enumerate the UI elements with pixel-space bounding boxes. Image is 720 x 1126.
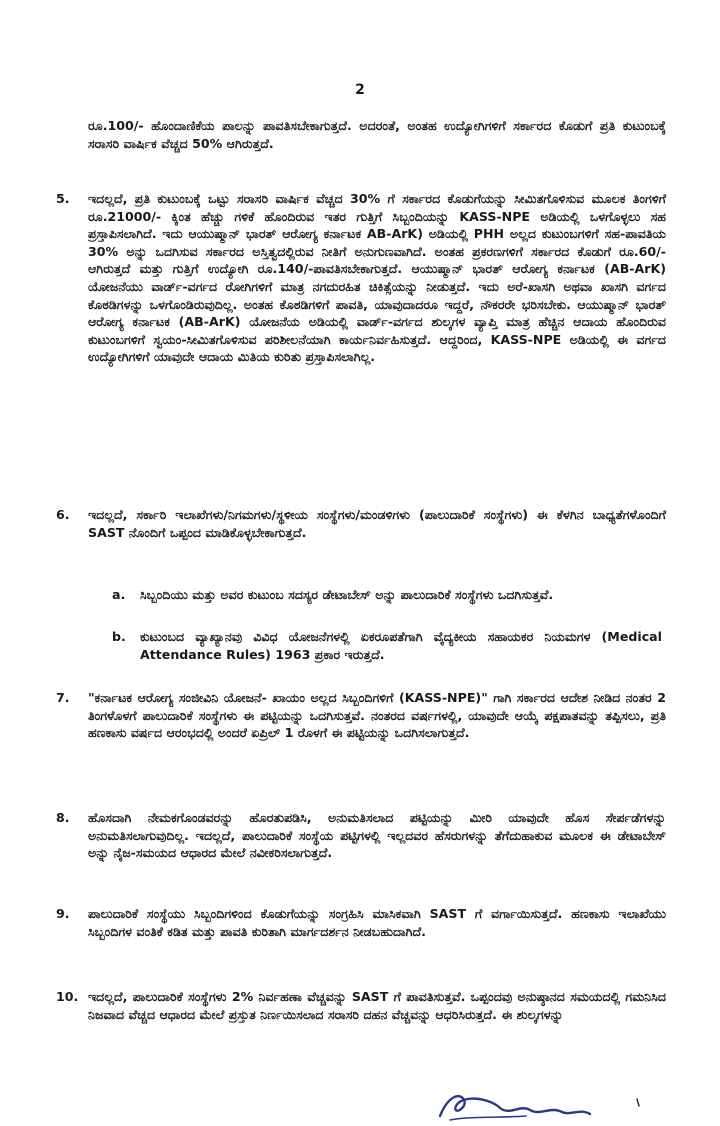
item-number: 7. [56, 690, 70, 705]
item-text: ಪಾಲುದಾರಿಕೆ ಸಂಸ್ಥೆಯು ಸಿಬ್ಬಂದಿಗಳಿಂದ ಕೊಡುಗೆಯನ್ನು ಸಂಗ್ರಹಿಸಿ ಮಾಸಿಕವಾಗಿ SAST ಗೆ ವರ್ಗಾಯಿಸುತ್ತದೆ. ಹಣಕಾಸು ಇಲಾಖೆಯು ಸಿಬ್ಬಂದಿಗಳ ವಂತಿಕೆ ಕಡಿತ ಮತ್ತು ಪಾವತಿ ಕುರಿತಾಗಿ ಮಾರ್ಗದರ್ಶನ ನೀಡಬಹುದಾಗಿದೆ. [88, 906, 666, 939]
list-item-5 [56, 190, 666, 366]
item-text: ಹೊಸದಾಗಿ ನೇಮಕಗೊಂಡವರನ್ನು ಹೊರತುಪಡಿಸಿ, ಅನುಮತಿಸಲಾದ ಪಟ್ಟಿಯನ್ನು ಮೀರಿ ಯಾವುದೇ ಹೊಸ ಸೇರ್ಪಡೆಗಳನ್ನು ಅನುಮತಿಸಲಾಗುವುದಿಲ್ಲ. ಇದಲ್ಲದೆ, ಪಾಲುದಾರಿಕೆ ಸಂಸ್ಥೆಯ ಪಟ್ಟಿಗಳಲ್ಲಿ ಇಲ್ಲದವರ ಹೆಸರುಗಳನ್ನು ತೆಗೆದುಹಾಕುವ ಮೂಲಕ ಈ ಡೇಟಾಬೇಸ್ ಅನ್ನು ನೈಜ-ಸಮಯದ ಆಧಾರದ ಮೇಲೆ ನವೀಕರಿಸಲಾಗುತ್ತದೆ. [88, 810, 666, 861]
list-item-8 [56, 809, 666, 862]
page-number: 2 [355, 82, 365, 98]
paragraph-continuation: ರೂ.100/- ಹೊಂದಾಣಿಕೆಯ ಪಾಲನ್ನು ಪಾವತಿಸಬೇಕಾಗುತ್ತದೆ. ಅದರಂತೆ, ಅಂತಹ ಉದ್ಯೋಗಿಗಳಿಗೆ ಸರ್ಕಾರದ ಕೊಡುಗೆ ಪ್ರತಿ ಕುಟುಂಬಕ್ಕೆ ಸರಾಸರಿ ವಾರ್ಷಿಕ ವೆಚ್ಚದ 50% ಆಗಿರುತ್ತದೆ. [88, 118, 666, 151]
list-item-6 [56, 506, 666, 541]
item-text: "ಕರ್ನಾಟಕ ಆರೋಗ್ಯ ಸಂಜೀವಿನಿ ಯೋಜನೆ- ಖಾಯಂ ಅಲ್ಲದ ಸಿಬ್ಬಂದಿಗಳಿಗೆ (KASS-NPE)" ಗಾಗಿ ಸರ್ಕಾರದ ಆದೇಶ ನೀಡಿದ ನಂತರ 2 ತಿಂಗಳೊಳಗೆ ಪಾಲುದಾರಿಕೆ ಸಂಸ್ಥೆಗಳು ಈ ಪಟ್ಟಿಯನ್ನು ಒದಗಿಸುತ್ತವೆ. ನಂತರದ ವರ್ಷಗಳಲ್ಲಿ, ಯಾವುದೇ ಆಯ್ಕೆ ಪಕ್ಷಪಾತವನ್ನು ತಪ್ಪಿಸಲು, ಪ್ರತಿ ಹಣಕಾಸು ವರ್ಷದ ಆರಂಭದಲ್ಲಿ ಅಂದರೆ ಏಪ್ರಿಲ್ 1 ರೊಳಗೆ ಈ ಪಟ್ಟಿಯನ್ನು ಒದಗಿಸಲಾಗುತ್ತದೆ. [88, 690, 666, 741]
list-item-10 [56, 988, 666, 1023]
sub-item-text: ಸಿಬ್ಬಂದಿಯು ಮತ್ತು ಅವರ ಕುಟುಂಬ ಸದಸ್ಯರ ಡೇಟಾಬೇಸ್ ಅನ್ನು ಪಾಲುದಾರಿಕೆ ಸಂಸ್ಥೆಗಳು ಒದಗಿಸುತ್ತವೆ. [140, 587, 554, 602]
item-text: ಇದಲ್ಲದೆ, ಸರ್ಕಾರಿ ಇಲಾಖೆಗಳು/ನಿಗಮಗಳು/ಸ್ಥಳೀಯ ಸಂಸ್ಥೆಗಳು/ಮಂಡಳಿಗಳು (ಪಾಲುದಾರಿಕೆ ಸಂಸ್ಥೆಗಳು) ಈ ಕೆಳಗಿನ ಬಾಧ್ಯತೆಗಳೊಂದಿಗೆ SAST ನೊಂದಿಗೆ ಒಪ್ಪಂದ ಮಾಡಿಕೊಳ್ಳಬೇಕಾಗುತ್ತದೆ. [88, 507, 666, 540]
list-item-9 [56, 905, 666, 940]
item-number: 10. [56, 989, 79, 1004]
sub-item-text: ಕುಟುಂಬದ ವ್ಯಾಖ್ಯಾನವು ವಿವಿಧ ಯೋಜನೆಗಳಲ್ಲಿ ಏಕರೂಪತೆಗಾಗಿ ವೈದ್ಯಕೀಯ ಸಹಾಯಕರ ನಿಯಮಗಳ (Medical Attendance Rules) 1963 ಪ್ರಕಾರ ಇರುತ್ತದೆ. [140, 629, 662, 662]
tick-mark [634, 1098, 644, 1108]
item-number: 9. [56, 906, 70, 921]
sub-item-letter: a. [112, 587, 126, 602]
sub-item-letter: b. [112, 629, 126, 644]
list-item-7 [56, 689, 666, 742]
item-text: ಇದಲ್ಲದೆ, ಪ್ರತಿ ಕುಟುಂಬಕ್ಕೆ ಒಟ್ಟು ಸರಾಸರಿ ವಾರ್ಷಿಕ ವೆಚ್ಚದ 30% ಗೆ ಸರ್ಕಾರದ ಕೊಡುಗೆಯನ್ನು ಸೀಮಿತಗೊಳಿಸುವ ಮೂಲಕ ತಿಂಗಳಿಗೆ ರೂ.21000/- ಕ್ಕಿಂತ ಹೆಚ್ಚು ಗಳಿಕೆ ಹೊಂದಿರುವ ಇತರ ಗುತ್ತಿಗೆ ಸಿಬ್ಬಂದಿಯನ್ನು KASS-NPE ಅಡಿಯಲ್ಲಿ ಒಳಗೊಳ್ಳಲು ಸಹ ಪ್ರಸ್ತಾಪಿಸಲಾಗಿದೆ. ಇದು ಆಯುಷ್ಮಾನ್ ಭಾರತ್ ಆರೋಗ್ಯ ಕರ್ನಾಟಕ AB-ArK) ಅಡಿಯಲ್ಲಿ PHH ಅಲ್ಲದ ಕುಟುಂಬಗಳಿಗೆ ಸಹ-ಪಾವತಿಯ 30% ಅನ್ನು ಒದಗಿಸುವ ಸರ್ಕಾರದ ಅಸ್ತಿತ್ವದಲ್ಲಿರುವ ನೀತಿಗೆ ಅನುಗುಣವಾಗಿದೆ. ಅಂತಹ ಪ್ರಕರಣಗಳಿಗೆ ಸರ್ಕಾರದ ಕೊಡುಗೆ ರೂ.60/- ಆಗಿರುತ್ತದೆ ಮತ್ತು ಗುತ್ತಿಗೆ ಉದ್ಯೋಗಿ ರೂ.140/-ಪಾವತಿಸಬೇಕಾಗುತ್ತದೆ. ಆಯುಷ್ಮಾನ್ ಭಾರತ್ ಆರೋಗ್ಯ ಕರ್ನಾಟಕ (AB-ArK) ಯೋಜನೆಯು ವಾರ್ಡ್-ವರ್ಗದ ರೋಗಿಗಳಿಗೆ ಮಾತ್ರ ನಗದುರಹಿತ ಚಿಕಿತ್ಸೆಯನ್ನು ನೀಡುತ್ತದೆ. ಇದು ಅರೆ-ಖಾಸಗಿ ಅಥವಾ ಖಾಸಗಿ ವರ್ಗದ ಕೊಠಡಿಗಳನ್ನು ಒಳಗೊಂಡಿರುವುದಿಲ್ಲ. ಅಂತಹ ಕೊಠಡಿಗಳಿಗೆ ಪಾವತಿ, ಯಾವುದಾದರೂ ಇದ್ದರೆ, ನೌಕರರೇ ಭರಿಸಬೇಕು. ಆಯುಷ್ಮಾನ್ ಭಾರತ್ ಆರೋಗ್ಯ ಕರ್ನಾಟಕ (AB-ArK) ಯೋಜನೆಯ ಅಡಿಯಲ್ಲಿ ವಾರ್ಡ್-ವರ್ಗದ ಶುಲ್ಕಗಳ ವ್ಯಾಪ್ತಿ ಮಾತ್ರ ಹೆಚ್ಚಿನ ಆದಾಯ ಹೊಂದಿರುವ ಕುಟುಂಬಗಳಿಗೆ ಸ್ವಯಂ-ಸೀಮಿತಗೊಳಿಸುವ ಪರಿಶೀಲನೆಯಾಗಿ ಕಾರ್ಯನಿರ್ವಹಿಸುತ್ತದೆ. ಆದ್ದರಿಂದ, KASS-NPE ಅಡಿಯಲ್ಲಿ ಈ ವರ್ಗದ ಉದ್ಯೋಗಿಗಳಿಗೆ ಯಾವುದೇ ಆದಾಯ ಮಿತಿಯ ಕುರಿತು ಪ್ರಸ್ತಾಪಿಸಲಾಗಿಲ್ಲ. [88, 191, 666, 365]
sub-item-a [112, 586, 662, 604]
item-number: 8. [56, 810, 70, 825]
signature-mark [430, 1086, 650, 1126]
item-number: 6. [56, 507, 70, 522]
item-number: 5. [56, 191, 70, 206]
sub-item-b [112, 628, 662, 663]
item-text: ಇದಲ್ಲದೆ, ಪಾಲುದಾರಿಕೆ ಸಂಸ್ಥೆಗಳು 2% ನಿರ್ವಹಣಾ ವೆಚ್ಚವನ್ನು SAST ಗೆ ಪಾವತಿಸುತ್ತವೆ. ಒಪ್ಪಂದವು ಅನುಷ್ಠಾನದ ಸಮಯದಲ್ಲಿ ಗಮನಿಸಿದ ನಿಜವಾದ ವೆಚ್ಚದ ಆಧಾರದ ಮೇಲೆ ಪ್ರಸ್ತುತ ನಿರ್ಣಯಿಸಲಾದ ಸರಾಸರಿ ದಹನ ವೆಚ್ಚವನ್ನು ಆಧರಿಸಿರುತ್ತದೆ. ಈ ಶುಲ್ಕಗಳನ್ನು [88, 989, 666, 1022]
